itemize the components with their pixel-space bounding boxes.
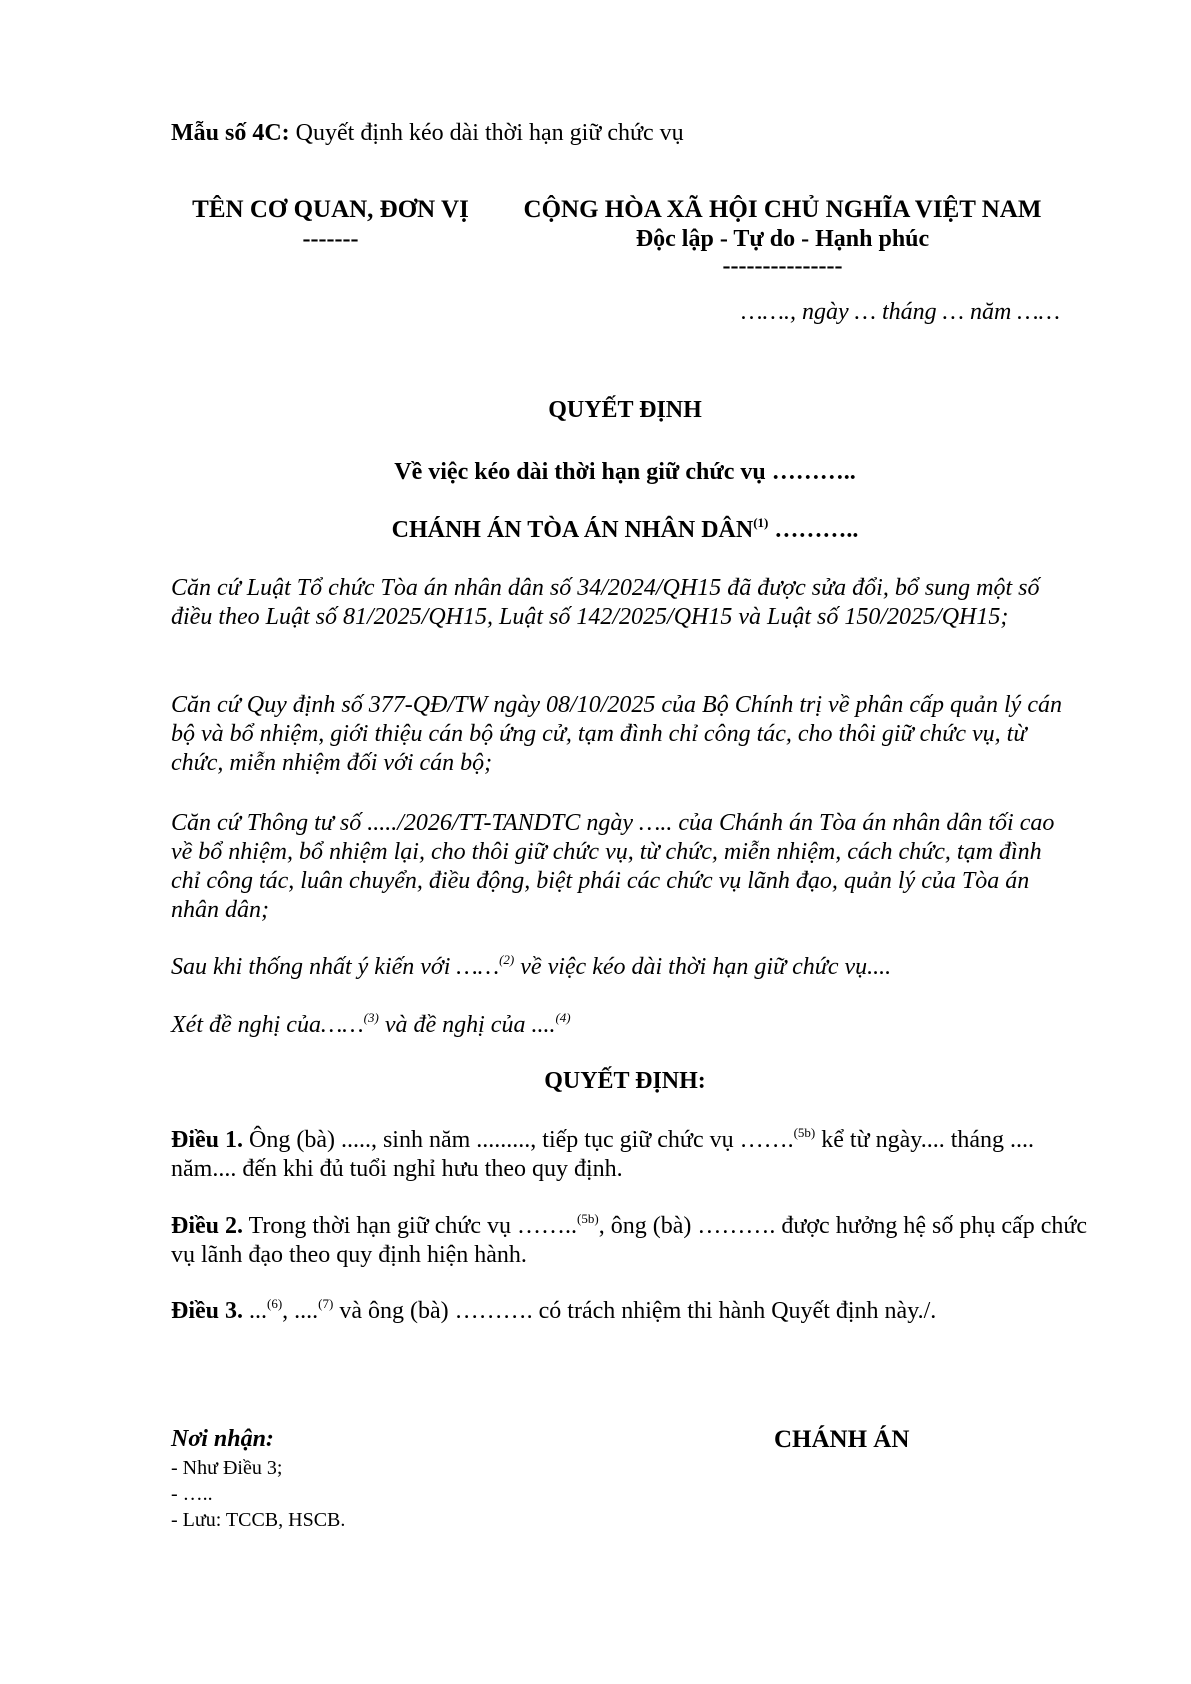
form-title-line [171,120,684,147]
agency-rule: ------- [302,226,359,252]
decide-heading: QUYẾT ĐỊNH: [544,1068,706,1094]
footnote-marker: (3) [363,1010,379,1025]
national-motto: Độc lập - Tự do - Hạnh phúc [635,226,930,252]
footnote-marker: (6) [267,1296,283,1311]
article-text: , .... [282,1298,319,1324]
decision-subject: Về việc kéo dài thời hạn giữ chức vụ ……….. [394,459,856,485]
article-text: kể từ ngày.... tháng .... năm.... đến khi đủ tuổi nghỉ hưu theo quy định. [171,1127,1035,1182]
article-label: Điều 3. [171,1298,243,1324]
authority-text: CHÁNH ÁN TÒA ÁN NHÂN DÂN [391,517,754,543]
legal-basis-3: Căn cứ Thông tư số ...../2026/TT-TANDTC ngày ….. của Chánh án Tòa án nhân dân tối cao về bổ nhiệm, bổ nhiệm lại, cho thôi giữ chức vụ, từ chức, miễn nhiệm, cách chức, tạm đình chỉ công tác, luân chuyển, điều động, biệt phái các chức vụ lãnh đạo, quản lý của Tòa án nhân dân; [171,810,1055,923]
article-text: Trong thời hạn giữ chức vụ …….. [243,1213,578,1239]
decision-authority [0,517,1191,544]
legal-basis-1: Căn cứ Luật Tổ chức Tòa án nhân dân số 34/2024/QH15 đã được sửa đổi, bổ sung một số điều theo Luật số 81/2025/QH15, Luật số 142/2025/QH15 và Luật số 150/2025/QH15; [171,575,1040,630]
recipient-item: - Như Điều 3; [171,1457,283,1479]
form-number-label: Mẫu số 4C: [171,120,290,146]
footnote-marker: (5b) [577,1211,599,1226]
article-text: Ông (bà) ....., sinh năm ........., tiếp tục giữ chức vụ ……. [243,1127,794,1153]
footnote-marker: (1) [753,515,769,530]
consultation-clause [171,953,1071,982]
recipients-label: Nơi nhận: [171,1426,274,1452]
consultation-text-b: về việc kéo dài thời hạn giữ chức vụ.... [514,954,892,980]
footnote-marker: (5b) [793,1125,816,1140]
recipient-item: - Lưu: TCCB, HSCB. [171,1509,346,1531]
article-2 [171,1212,1091,1270]
consideration-text-a: Xét đề nghị của…… [171,1012,364,1038]
consideration-text-b: và đề nghị của .... [378,1012,556,1038]
article-1 [171,1126,1091,1184]
legal-basis-2: Căn cứ Quy định số 377-QĐ/TW ngày 08/10/2025 của Bộ Chính trị về phân cấp quản lý cán bộ và bổ nhiệm, giới thiệu cán bộ ứng cử, tạm đình chỉ công tác, cho thôi giữ chức vụ, từ chức, miễn nhiệm đối với cán bộ; [171,692,1062,776]
footnote-marker: (4) [555,1010,571,1025]
footnote-marker: (7) [318,1296,334,1311]
article-text: , ông (bà) ………. được hưởng hệ số phụ cấp chức vụ lãnh đạo theo quy định hiện hành. [171,1213,1088,1268]
decision-heading: QUYẾT ĐỊNH [548,397,702,423]
agency-name: TÊN CƠ QUAN, ĐƠN VỊ [192,196,469,223]
date-line: ……., ngày … tháng … năm …… [741,299,1060,325]
article-text: và ông (bà) ………. có trách nhiệm thi hành Quyết định này./. [333,1298,937,1324]
form-title: Quyết định kéo dài thời hạn giữ chức vụ [295,120,684,146]
motto-rule: --------------- [722,253,843,279]
signature-title: CHÁNH ÁN [774,1426,910,1453]
consideration-clause [171,1011,1071,1040]
article-label: Điều 2. [171,1213,243,1239]
recipient-item: - ….. [171,1483,213,1505]
article-text: ... [243,1298,267,1324]
national-title: CỘNG HÒA XÃ HỘI CHỦ NGHĨA VIỆT NAM [523,196,1042,223]
article-label: Điều 1. [171,1127,243,1153]
authority-tail: ……….. [768,517,859,543]
footnote-marker: (2) [499,952,515,967]
article-3 [171,1297,1091,1326]
consultation-text-a: Sau khi thống nhất ý kiến với …… [171,954,500,980]
